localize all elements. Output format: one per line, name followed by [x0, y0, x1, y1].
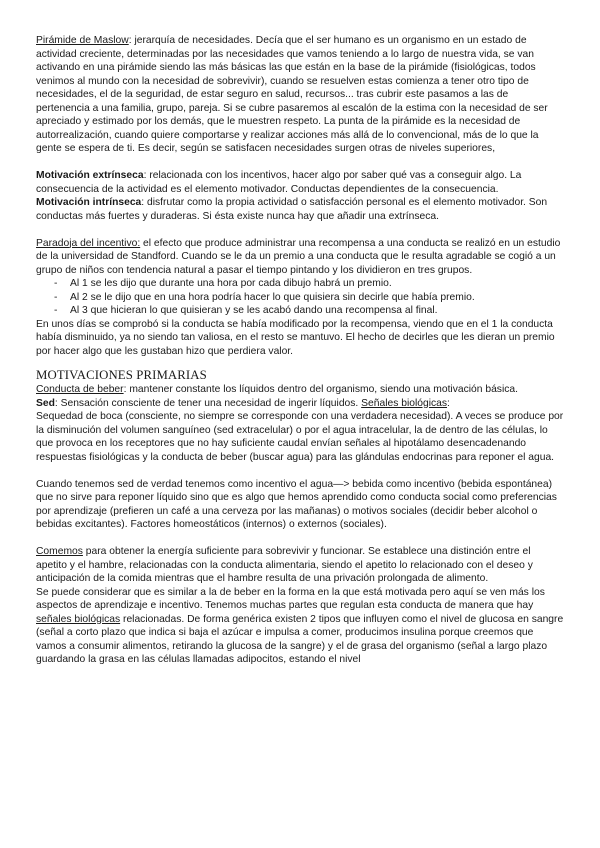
similar-term: señales biológicas: [36, 613, 121, 625]
comer-paragraph: [36, 545, 564, 586]
comer-text: para obtener la energía suficiente para sobrevivir y funcionar. Se establece una distinción entre el apetito y el hambre, relacionadas con la conducta alimentaria, siendo el apetito lo relacionado con el deseo y anticipación de la comida mientras que el hambre resulta de una privación prolongada de alimento.: [36, 546, 533, 584]
extrinseca-term: Motivación extrínseca: [36, 170, 144, 181]
list-item: - Al 1 se les dijo que durante una hora por cada dibujo habrá un premio.: [50, 277, 564, 291]
sequedad-paragraph: Sequedad de boca (consciente, no siempre se corresponde con una verdadera necesidad). A veces se produce por la disminución del volumen sanguíneo (sed extracelular) o por el agua intracelular, la de dentro de las células, lo que provoca en los receptores que no hay suficiente caudal envían señales al hipotálamo desencadenando respuestas fisiológicas y la conducta de beber (buscar agua) para las glándulas endocrinas para reponer el agua.: [36, 411, 564, 463]
section-heading: MOTIVACIONES PRIMARIAS: [36, 368, 207, 382]
comer-term: Comemos: [36, 546, 83, 557]
maslow-paragraph: [36, 34, 564, 156]
senales-term: Señales biológicas: [361, 397, 448, 409]
sed-text: : Sensación consciente de tener una necesidad de ingerir líquidos.: [54, 397, 362, 409]
extrinseca-paragraph: [36, 169, 564, 196]
paradoja-term: Paradoja del incentivo:: [36, 237, 141, 249]
incentivo-paragraph: Cuando tenemos sed de verdad tenemos como incentivo el agua—> bebida como incentivo (bebida espontánea) que no sirve para reponer líquido sino que es algo que hemos aprendido como conducta social como preferencias por aprendizaje (prefieren un café a una cerveza por las mañanas) o motivos sociales (decidir beber alcohol o bebidas excitantes). Factores homeostáticos (internos) o externos (sociales).: [36, 478, 557, 530]
list-item: - Al 3 que hicieran lo que quisieran y se les acabó dando una recompensa al final.: [50, 304, 564, 318]
paradoja-groups-list: [36, 277, 564, 318]
list-item: - Al 2 se le dijo que en una hora podría hacer lo que quisiera sin decirle que había premio.: [50, 291, 564, 305]
intrinseca-paragraph: [36, 196, 564, 223]
sed-paragraph: [36, 397, 564, 411]
similar-pre: Se puede considerar que es similar a la de beber en la forma en la que está motivada pero aquí se ven más los aspectos de aprendizaje e incentivo. Tenemos muchas partes que regulan esta conducta de manera que hay: [36, 586, 545, 611]
sed-term: Sed: [36, 397, 55, 409]
similar-paragraph: [36, 586, 564, 667]
similar-post: relacionadas. De forma genérica existen 2 tipos que influyen como el nivel de glucosa en sangre (señal a corto plazo que indica si baja el azúcar e impulsa a comer, producimos insulina porque creemos que vamos a consumir alimentos, retirando la glucosa de la sangre) y el de grasa del organismo (señal a largo plazo guardando la grasa en las células llamadas adipocitos, estando el nivel: [36, 613, 564, 665]
beber-paragraph: [36, 383, 564, 397]
beber-text: : mantener constante los líquidos dentro del organismo, siendo una motivación básica.: [123, 384, 518, 395]
paradoja-text: el efecto que produce administrar una recompensa a una conducta se realizó en un estudio de la universidad de Standford. Cuando se le da un premio a una conducta que le resulta agradable se cogió a un grupo de niños con tendencia natural a pasar el tiempo pintando y los dividieron en tres grupos.: [36, 237, 561, 276]
paradoja-paragraph: [36, 237, 564, 278]
intrinseca-term: Motivación intrínseca: [36, 197, 142, 208]
maslow-text: : jerarquía de necesidades. Decía que el ser humano es un organismo en un estado de actividad creciente, determinadas por las necesidades que vamos teniendo a lo largo de nuestra vida, se van activando en una pirámide siendo las más básicas las que están en la base de la pirámide (fisiológicas, todos venimos al mundo con la necesidad de sobrevivir), cuando se resuelven estas comienza a tener otro tipo de necesidades, el de la seguridad, de estar seguro en salud, recursos... tras cubrir este pasamos a las de pertenencia a una familia, grupo, pareja. Si se cubre pasaremos al escalón de la estima con la necesidad de ser apreciado y estimado por los demás, que le muestren respeto. La punta de la pirámide es la necesidad de autorrealización, cuando quiere comportarse y realizar acciones más allá de lo convencional, más de lo que la gente se espera de ti. Es decir, según se satisfacen necesidades surgen otras de niveles superiores,: [36, 35, 548, 154]
paradoja-conclusion: En unos días se comprobó si la conducta se había modificado por la recompensa, viendo que en el 1 la conducta había disminuido, ya no siendo tan valiosa, en el resto se mantuvo. El hecho de decirles que les dieran un premio por hacer algo que les gustaban hizo que perdiera valor.: [36, 318, 555, 357]
extrinseca-text: : relacionada con los incentivos, hacer algo por saber qué vas a conseguir algo. La consecuencia de la actividad es el elemento motivador. Conductas dependientes de la consecuencia.: [36, 170, 522, 195]
intrinseca-text: : disfrutar como la propia actividad o satisfacción personal es el elemento motivador. Son conductas más fuertes y duraderas. Si ésta existe nunca hay que añadir una extrínseca.: [36, 197, 548, 222]
beber-term: Conducta de beber: [36, 384, 124, 395]
maslow-term: Pirámide de Maslow: [36, 35, 129, 46]
senales-suffix: :: [447, 397, 450, 409]
